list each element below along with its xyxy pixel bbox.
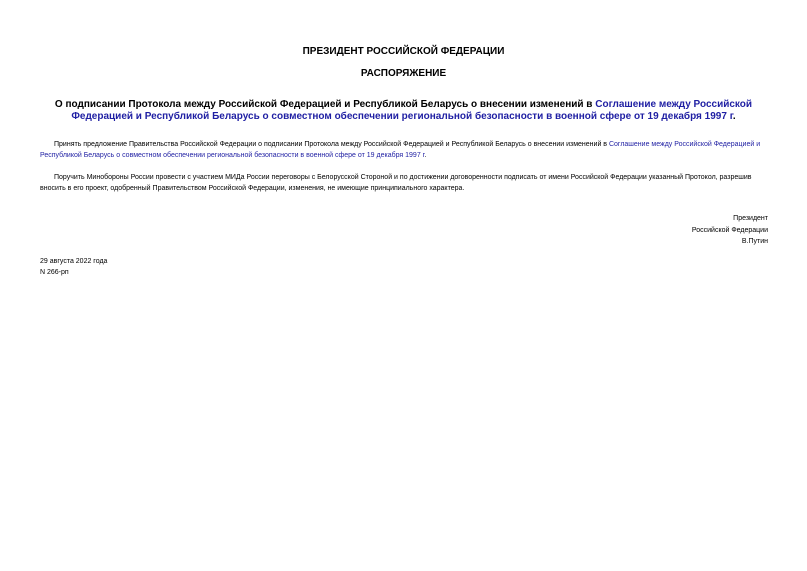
paragraph-2: Поручить Минобороны России провести с участием МИДа России переговоры с Белорусской Стороной и по достижении договоренности подписать от имени Российской Федерации указанный Протокол, разрешив вносить в его проект, одобренный Правительством Российской Федерации, изменения, не имеющие принципиального характера.	[40, 174, 752, 192]
signature-country: Российской Федерации	[691, 226, 768, 234]
document-footer	[40, 256, 107, 278]
subject-agreement-link[interactable]: Соглашение между Российской Федерацией и Республикой Беларусь о совместном обеспечении региональной безопасности в военной сфере от 19 декабря 1997 г	[71, 99, 753, 122]
document-date: 29 августа 2022 года	[40, 258, 108, 265]
document-type: РАСПОРЯЖЕНИЕ	[360, 68, 447, 79]
signature-name: В.Путин	[741, 238, 768, 245]
paragraph-1-text: Принять предложение Правительства Российской Федерации о подписании Протокола между Российской Федерацией и Республикой Беларусь о внесении изменений в	[54, 141, 609, 148]
subject-text: О подписании Протокола между Российской Федерацией и Республикой Беларусь о внесении изменений в	[54, 99, 596, 110]
document-subject	[40, 99, 767, 123]
document-number: N 266-рп	[40, 269, 69, 276]
document-issuer: ПРЕЗИДЕНТ РОССИЙСКОЙ ФЕДЕРАЦИИ	[302, 46, 505, 57]
signature-block	[692, 213, 768, 248]
paragraph-1	[40, 140, 772, 161]
signature-title: Президент	[733, 215, 768, 222]
subject-suffix: .	[732, 111, 736, 122]
paragraph-1-suffix: .	[424, 151, 427, 159]
paragraph-1-agreement-link[interactable]: Соглашение между Российской Федерацией и Республикой Беларусь о совместном обеспечении региональной безопасности в военной сфере от 19 декабря 1997 г	[40, 141, 761, 159]
